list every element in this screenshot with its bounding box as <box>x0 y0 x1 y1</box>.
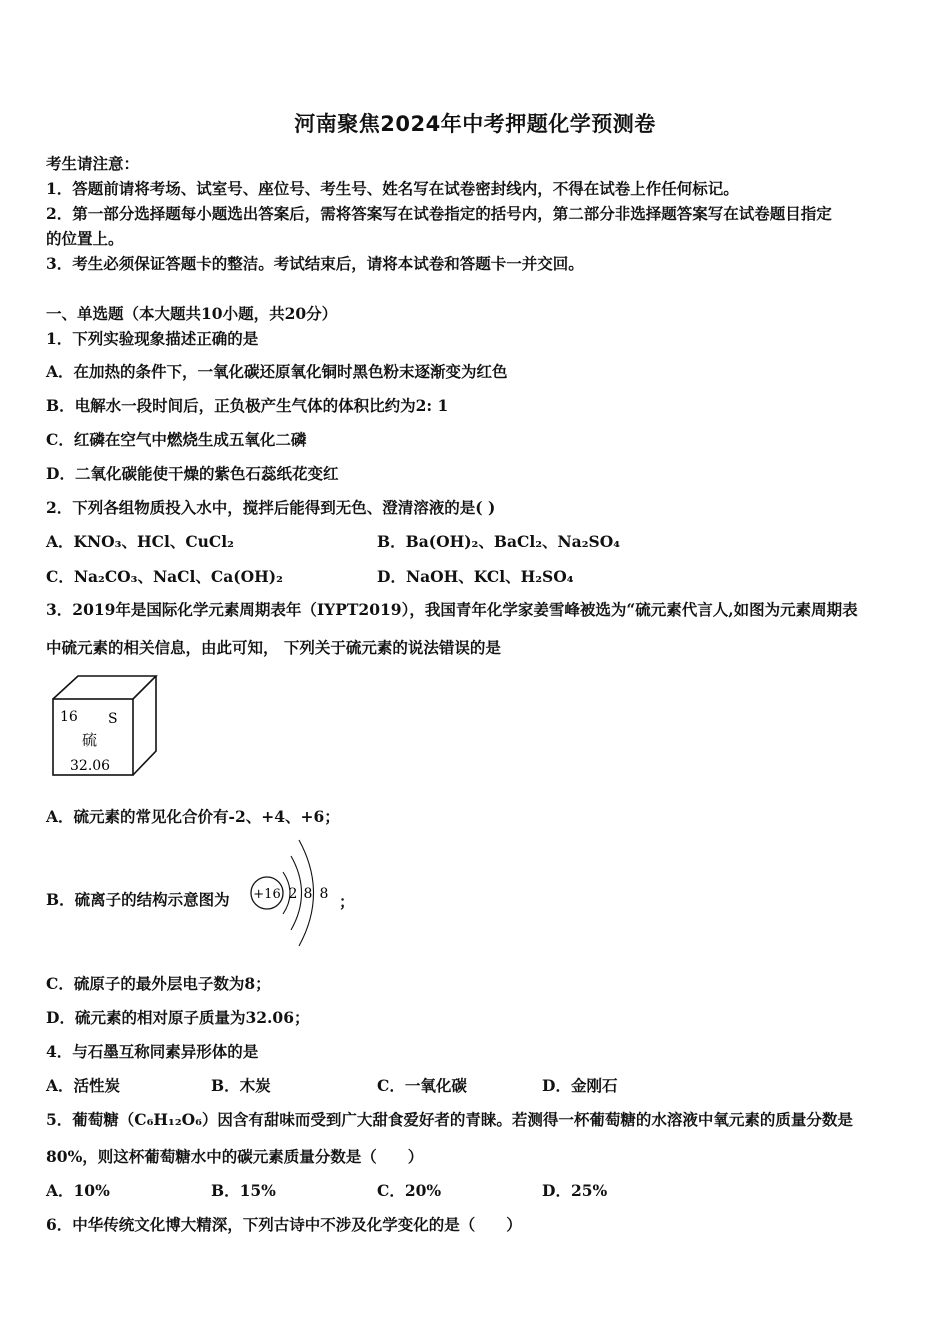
q4-option-d: D．金刚石 <box>542 1076 618 1095</box>
element-name: 硫 <box>82 731 98 749</box>
element-symbol: S <box>108 711 118 727</box>
shell-electrons: 8 <box>319 886 329 902</box>
q3-option-b-prefix: B．硫离子的结构示意图为 <box>46 890 230 909</box>
element-cell-top-face <box>53 676 156 699</box>
q4-option-c: C．一氧化碳 <box>377 1076 467 1095</box>
q4-option-b: B．木炭 <box>211 1076 271 1095</box>
page-title: 河南聚焦2024年中考押题化学预测卷 <box>294 112 656 136</box>
section-heading: 一、单选题（本大题共10小题，共20分） <box>46 304 338 323</box>
question-5-stem-line1: 5．葡萄糖（C₆H₁₂O₆）因含有甜味而受到广大甜食爱好者的青睐。若测得一杯葡萄糖的水溶液中氧元素的质量分数是 <box>46 1110 853 1129</box>
q2-option-d: D．NaOH、KCl、H₂SO₄ <box>377 567 574 586</box>
q5-option-d: D．25% <box>542 1181 608 1200</box>
q5-option-b: B．15% <box>211 1181 276 1200</box>
element-cell-side-face <box>133 676 156 775</box>
question-2-stem: 2．下列各组物质投入水中，搅拌后能得到无色、澄清溶液的是( ) <box>46 498 496 517</box>
q2-option-c: C．Na₂CO₃、NaCl、Ca(OH)₂ <box>46 567 283 586</box>
notice-item: 1．答题前请将考场、试室号、座位号、考生号、姓名写在试卷密封线内，不得在试卷上作任何标记。 <box>46 179 739 198</box>
notice-item: 2．第一部分选择题每小题选出答案后，需将答案写在试卷指定的括号内，第二部分非选择题答案写在试卷题目指定 <box>46 204 832 223</box>
q3-option-c: C．硫原子的最外层电子数为8； <box>46 974 271 993</box>
question-6-stem: 6．中华传统文化博大精深，下列古诗中不涉及化学变化的是（ ） <box>46 1215 522 1234</box>
shell-electrons: 2 <box>288 886 298 902</box>
nucleus-charge: +16 <box>253 887 281 902</box>
shell-electrons: 8 <box>303 886 313 902</box>
question-1-stem: 1．下列实验现象描述正确的是 <box>46 329 259 348</box>
q3-option-b-suffix: ； <box>339 892 355 911</box>
element-mass: 32.06 <box>70 758 111 774</box>
q5-option-c: C．20% <box>377 1181 442 1200</box>
notice-heading: 考生请注意： <box>46 154 140 173</box>
question-4-stem: 4．与石墨互称同素异形体的是 <box>46 1042 259 1061</box>
q1-option-a: A．在加热的条件下，一氧化碳还原氧化铜时黑色粉末逐渐变为红色 <box>46 362 508 381</box>
q4-option-a: A．活性炭 <box>46 1076 121 1095</box>
q1-option-c: C．红磷在空气中燃烧生成五氧化二磷 <box>46 430 307 449</box>
q1-option-b: B．电解水一段时间后，正负极产生气体的体积比约为2: 1 <box>46 396 449 415</box>
notice-item: 的位置上。 <box>46 229 124 248</box>
q5-option-a: A．10% <box>46 1181 110 1200</box>
sulfide-ion-diagram <box>246 834 342 948</box>
element-number: 16 <box>60 709 78 725</box>
sulfur-element-cell <box>50 673 162 781</box>
notice-item: 3．考生必须保证答题卡的整洁。考试结束后，请将本试卷和答题卡一并交回。 <box>46 254 584 273</box>
question-3-stem-line2: 中硫元素的相关信息，由此可知， 下列关于硫元素的说法错误的是 <box>46 638 501 657</box>
q3-option-a: A．硫元素的常见化合价有-2、+4、+6； <box>46 807 340 826</box>
question-5-stem-line2: 80%，则这杯葡萄糖水中的碳元素质量分数是（ ） <box>46 1147 424 1166</box>
q2-option-a: A．KNO₃、HCl、CuCl₂ <box>46 532 234 551</box>
q1-option-d: D．二氧化碳能使干燥的紫色石蕊纸花变红 <box>46 464 339 483</box>
q2-option-b: B．Ba(OH)₂、BaCl₂、Na₂SO₄ <box>377 532 620 551</box>
q3-option-d: D．硫元素的相对原子质量为32.06； <box>46 1008 310 1027</box>
question-3-stem-line1: 3．2019年是国际化学元素周期表年（IYPT2019），我国青年化学家姜雪峰被选为“硫元素代言人,如图为元素周期表 <box>46 600 858 619</box>
